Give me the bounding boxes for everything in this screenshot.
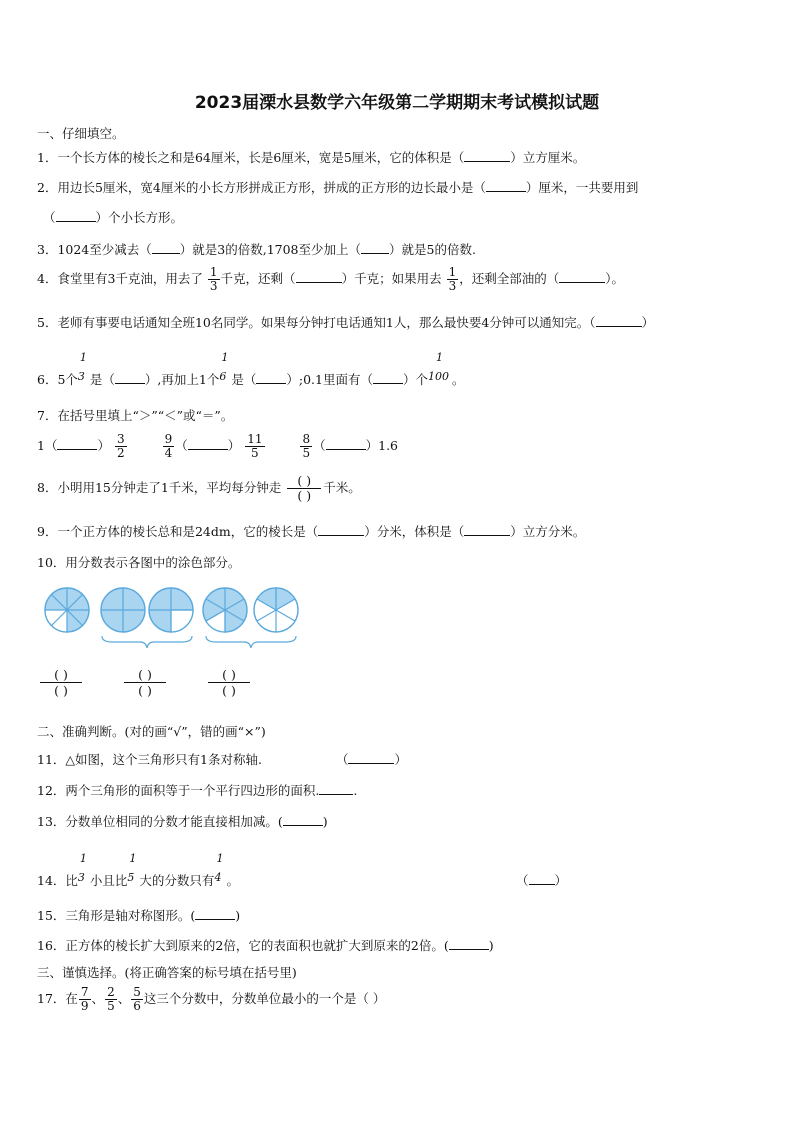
fraction: $\frac{2}{5}$ — [107, 985, 115, 1013]
answer-blank[interactable] — [283, 813, 323, 826]
fraction: $\frac{5}{6}$ — [133, 985, 141, 1013]
question-9: 9．一个正方体的棱长总和是24dm，它的棱长是（ ）分米，体积是（ ）立方分米。 — [37, 524, 586, 539]
answer-blank[interactable] — [152, 241, 180, 254]
question-7: 7．在括号里填上“＞”“＜”或“＝”。 — [37, 408, 234, 423]
answer-blank[interactable] — [464, 149, 510, 162]
fraction-circles-figure — [40, 582, 310, 654]
fraction: $\frac{7}{9}$ — [80, 985, 89, 1013]
answer-blank[interactable] — [56, 209, 96, 222]
triangle-icon: △ — [65, 752, 76, 767]
brace-2 — [206, 636, 296, 648]
answer-blank[interactable] — [486, 179, 526, 192]
fraction: 1 5 — [127, 852, 137, 884]
question-11: 11．△如图，这个三角形只有1条对称轴. （ ） — [37, 752, 407, 767]
question-2-cont: （ ）个小长方形。 — [43, 210, 184, 225]
answer-blank[interactable] — [373, 371, 403, 384]
answer-blank[interactable] — [596, 314, 642, 327]
answer-blank[interactable] — [296, 270, 342, 283]
answer-blank[interactable] — [464, 523, 510, 536]
question-5: 5．老师有事要电话通知全班10名同学。如果每分钟打电话通知1人，那么最快要4分钟可以通知完。（ ） — [37, 315, 655, 330]
fraction: $\frac{8}{5}$ — [302, 432, 311, 460]
circle-3 — [149, 588, 193, 632]
answer-blank[interactable] — [57, 437, 97, 450]
answer-blank[interactable] — [115, 371, 145, 384]
circle-1 — [45, 588, 89, 632]
answer-blank[interactable] — [361, 241, 389, 254]
answer-blank[interactable] — [326, 437, 366, 450]
answer-blank[interactable] — [195, 907, 235, 920]
page-title: 2023届溧水县数学六年级第二学期期末考试模拟试题 — [194, 93, 600, 113]
answer-blank[interactable] — [319, 782, 353, 795]
fraction: $\frac{1}{3}$ — [448, 265, 457, 293]
fraction: 1 6 — [219, 351, 229, 383]
fraction: $\frac{9}{4}$ — [164, 432, 173, 460]
answer-blank[interactable] — [318, 523, 364, 536]
question-7-row: 1（ ） $\frac{3}{2}$ $\frac{9}{4}$ （ ） $\frac{11}{5}$ $\frac{8}{5}$ （ ）1.6 — [37, 432, 399, 460]
answer-blank[interactable] — [348, 751, 394, 764]
fraction: 1 3 — [77, 852, 87, 884]
question-1: 1．一个长方体的棱长之和是64厘米，长是6厘米，宽是5厘米，它的体积是（ ）立方厘米。 — [37, 150, 586, 165]
brace-1 — [102, 636, 192, 648]
answer-blank[interactable] — [188, 437, 228, 450]
circle-5 — [254, 588, 298, 632]
answer-fraction-2[interactable]: ( ) ( ) — [124, 667, 166, 698]
answer-fraction-3[interactable]: ( ) ( ) — [208, 667, 250, 698]
fraction: 1 3 — [77, 351, 87, 383]
question-8: 8．小明用15分钟走了1千米，平均每分钟走 ( ) ( ) 千米。 — [37, 473, 361, 503]
fraction: $\frac{11}{5}$ — [247, 432, 263, 460]
answer-blank[interactable] — [529, 872, 555, 885]
question-2: 2．用边长5厘米，宽4厘米的小长方形拼成正方形，拼成的正方形的边长最小是（ ）厘米，一共要用到 — [37, 180, 639, 195]
section-3-heading: 三、谨慎选择。(将正确答案的标号填在括号里) — [37, 965, 297, 980]
section-1-heading: 一、仔细填空。 — [37, 126, 125, 141]
question-17: 17．在 $\frac{7}{9}$ 、 $\frac{2}{5}$ 、 $\frac{5}{6}$ 这三个分数中，分数单位最小的一个是（ ） — [37, 985, 386, 1013]
circle-2 — [101, 588, 145, 632]
question-3: 3．1024至少减去（ ）就是3的倍数,1708至少加上（ ）就是5的倍数. — [37, 242, 476, 257]
answer-blank[interactable] — [449, 937, 489, 950]
question-15: 15．三角形是轴对称图形。( ) — [37, 908, 241, 923]
fraction: 1 4 — [214, 852, 224, 884]
fraction: 1 100 — [427, 351, 449, 383]
question-12: 12．两个三角形的面积等于一个平行四边形的面积. . — [37, 783, 358, 798]
question-10: 10．用分数表示各图中的涂色部分。 — [37, 555, 241, 570]
question-16: 16．正方体的棱长扩大到原来的2倍，它的表面积也就扩大到原来的2倍。( ) — [37, 938, 494, 953]
fraction: $\frac{3}{2}$ — [116, 432, 125, 460]
question-14-answer: （ ） — [516, 873, 568, 888]
question-4: 4．食堂里有3千克油，用去了 $\frac{1}{3}$ 千克，还剩（ ）千克；如果用去 $\frac{1}{3}$ ，还剩全部油的（ ）。 — [37, 265, 624, 293]
question-13: 13．分数单位相同的分数才能直接相加减。( ) — [37, 814, 328, 829]
answer-blank[interactable] — [559, 270, 605, 283]
circle-4 — [203, 588, 247, 632]
answer-fraction-blank[interactable]: ( ) ( ) — [287, 474, 321, 503]
section-2-heading: 二、准确判断。(对的画“√”，错的画“×”) — [37, 724, 266, 739]
answer-blank[interactable] — [256, 371, 286, 384]
fraction: $\frac{1}{3}$ — [209, 265, 218, 293]
answer-fraction-1[interactable]: ( ) ( ) — [40, 667, 82, 698]
question-6: 6．5个 1 3 是（ ）,再加上1个 1 6 是（ ）;0.1里面有（ ）个 1 100 。 — [37, 351, 465, 387]
question-14: 14．比 1 3 小且比 1 5 大的分数只有 1 4 。 — [37, 852, 239, 888]
